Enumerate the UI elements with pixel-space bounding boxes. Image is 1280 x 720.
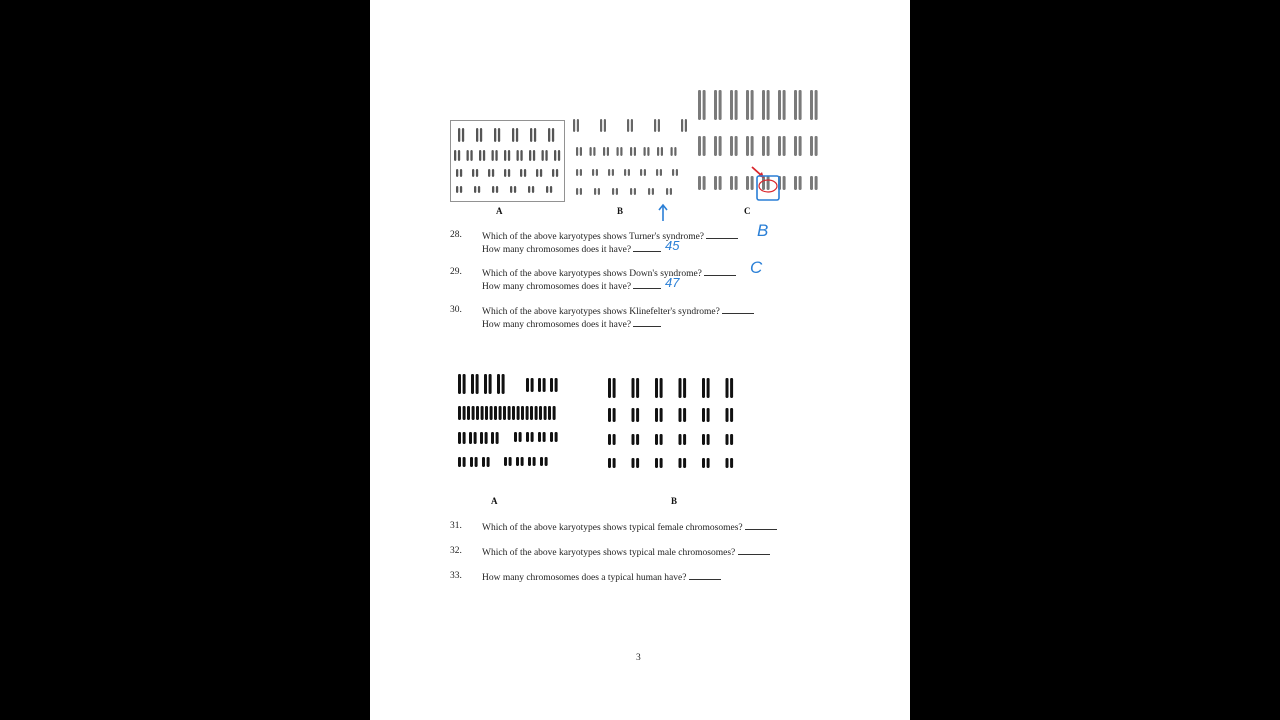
chromosome [698,136,701,156]
handwritten-answer: C [750,258,763,277]
chromosome [636,434,639,445]
chromosome [707,434,710,445]
chromosome [627,119,629,132]
chromosome [480,128,482,142]
handwritten-answer: 47 [665,275,680,290]
chromosome [458,128,460,142]
karyotype-b-bottom [606,376,746,481]
chromosome [598,188,600,195]
karyotype-a-bottom [456,372,562,480]
chromosome [516,457,519,466]
chromosome [536,169,538,177]
chromosome [469,432,472,444]
chromosome [726,434,729,445]
chromosome [491,432,494,444]
chromosome [702,458,705,468]
circle-annotation [750,165,800,205]
chromosome [634,147,636,156]
chromosome [534,128,536,142]
chromosome [474,432,477,444]
chromosome [550,432,553,442]
chromosome [543,432,546,442]
chromosome [524,169,526,177]
chromosome [613,458,616,468]
chromosome [558,150,560,161]
chromosome [648,188,650,195]
chromosome [460,169,462,177]
chromosome [483,150,485,161]
chromosome [679,378,682,398]
chromosome [596,169,598,176]
chromosome [612,169,614,176]
chromosome [592,169,594,176]
chromosome [576,147,578,156]
chromosome [714,136,717,156]
chromosome [679,458,682,468]
chromosome [476,374,479,394]
chromosome [463,406,466,420]
chromosome [613,408,616,422]
chromosome [504,169,506,177]
chromosome [552,169,554,177]
question-31: 31. Which of the above karyotypes shows typical female chromosomes? [450,520,870,534]
chromosome [512,406,515,420]
karyotype-b-bottom-label: B [671,496,678,506]
chromosome [504,457,507,466]
chromosome [479,150,481,161]
chromosome [520,150,522,161]
chromosome [730,90,733,120]
answer-blank[interactable] [633,317,661,327]
chromosome [555,378,558,392]
chromosome [528,457,531,466]
chromosome [463,374,466,394]
chromosome [520,169,522,177]
chromosome [544,406,547,420]
chromosome [454,150,456,161]
chromosome [512,128,514,142]
chromosome [631,119,633,132]
chromosome [810,176,813,190]
chromosome [726,408,729,422]
chromosome [660,378,663,398]
chromosome [671,147,673,156]
chromosome [636,408,639,422]
chromosome [510,186,512,193]
chromosome [532,186,534,193]
chromosome [730,458,733,468]
chromosome [640,169,642,176]
chromosome [674,147,676,156]
chromosome [492,169,494,177]
karyotype-b-label: B [617,206,624,216]
chromosome [485,406,488,420]
chromosome [504,150,506,161]
chromosome [538,378,541,392]
chromosome [580,188,582,195]
chromosome [815,90,818,120]
chromosome [620,147,622,156]
chromosome [730,378,733,398]
chromosome [604,119,606,132]
chromosome [783,90,786,120]
chromosome [484,374,487,394]
chromosome [556,169,558,177]
answer-blank[interactable] [738,545,770,555]
chromosome [698,90,701,120]
chromosome [543,378,546,392]
chromosome [735,176,738,190]
chromosome [514,432,517,442]
chromosome [508,406,511,420]
chromosome [660,408,663,422]
answer-blank[interactable] [633,242,661,252]
chromosome [799,136,802,156]
chromosome [762,136,765,156]
chromosome [658,119,660,132]
chromosome [480,432,483,444]
chromosome [463,457,466,467]
chromosome [552,128,554,142]
chromosome [529,150,531,161]
chromosome [521,406,524,420]
chromosome [632,434,635,445]
chromosome [730,434,733,445]
chromosome [636,458,639,468]
answer-blank[interactable] [722,304,754,314]
chromosome [654,119,656,132]
chromosome [460,186,462,193]
chromosome [735,90,738,120]
answer-blank[interactable] [633,279,661,289]
chromosome [487,457,490,467]
chromosome [490,406,493,420]
chromosome [548,406,551,420]
chromosome [508,150,510,161]
chromosome [573,119,575,132]
chromosome [644,169,646,176]
chromosome [751,136,754,156]
chromosome [593,147,595,156]
question-30: 30. Which of the above karyotypes shows Klinefelter's syndrome? How many chromosomes does it have? [450,304,870,334]
chromosome [726,458,729,468]
chromosome [703,90,706,120]
chromosome [746,176,749,190]
chromosome [470,150,472,161]
answer-blank[interactable] [706,229,738,239]
chromosome [613,434,616,445]
chromosome [815,176,818,190]
chromosome [553,406,556,420]
worksheet-page [370,0,910,720]
chromosome [661,147,663,156]
chromosome [683,408,686,422]
chromosome [702,408,705,422]
chromosome [603,147,605,156]
chromosome [550,186,552,193]
chromosome [508,169,510,177]
chromosome [472,406,475,420]
answer-blank[interactable] [689,570,721,580]
chromosome [608,434,611,445]
chromosome [476,406,479,420]
chromosome [546,186,548,193]
chromosome [608,408,611,422]
chromosome [530,128,532,142]
chromosome [467,150,469,161]
chromosome [517,150,519,161]
chromosome [698,176,701,190]
question-28: 28. Which of the above karyotypes shows Turner's syndrome? How many chromosomes does it have? [450,229,850,259]
chromosome [608,378,611,398]
chromosome [655,378,658,398]
chromosome [458,374,461,394]
chromosome [545,457,548,466]
answer-blank[interactable] [745,520,777,530]
chromosome [458,457,461,467]
chromosome [554,150,556,161]
chromosome [516,128,518,142]
chromosome [497,374,500,394]
chromosome [613,378,616,398]
chromosome [475,457,478,467]
chromosome [632,458,635,468]
chromosome [672,169,674,176]
chromosome [542,150,544,161]
chromosome [746,136,749,156]
chromosome [514,186,516,193]
chromosome [503,406,506,420]
chromosome [617,147,619,156]
chromosome [681,119,683,132]
chromosome [670,188,672,195]
chromosome [608,458,611,468]
chromosome [531,432,534,442]
chromosome [498,128,500,142]
karyotype-a-label: A [496,206,503,216]
chromosome [519,432,522,442]
chromosome [517,406,520,420]
chromosome [538,432,541,442]
chromosome [471,374,474,394]
chromosome [703,136,706,156]
chromosome [660,434,663,445]
chromosome [778,90,781,120]
chromosome [799,90,802,120]
chromosome [485,432,488,444]
chromosome [492,186,494,193]
chromosome [655,458,658,468]
chromosome [746,90,749,120]
chromosome [657,147,659,156]
karyotype-a-top [450,120,565,202]
chromosome [600,119,602,132]
chromosome [655,408,658,422]
chromosome [660,458,663,468]
chromosome [458,432,461,444]
arrow-up-annotation [656,203,670,223]
chromosome [632,378,635,398]
chromosome [616,188,618,195]
chromosome [456,186,458,193]
chromosome [794,90,797,120]
chromosome [488,169,490,177]
chromosome [476,128,478,142]
chromosome [607,147,609,156]
chromosome [509,457,512,466]
chromosome [702,378,705,398]
chromosome [550,378,553,392]
chromosome [685,119,687,132]
chromosome [548,128,550,142]
chromosome [495,150,497,161]
chromosome [679,408,682,422]
chromosome [683,434,686,445]
chromosome [470,457,473,467]
chromosome [608,169,610,176]
chromosome [526,378,529,392]
chromosome [660,169,662,176]
chromosome [719,176,722,190]
chromosome [458,406,461,420]
chromosome [683,458,686,468]
chromosome [539,406,542,420]
chromosome [726,378,729,398]
chromosome [644,147,646,156]
chromosome [494,128,496,142]
chromosome [767,136,770,156]
handwritten-answer: 45 [665,238,680,253]
karyotype-a-bottom-label: A [491,496,498,506]
chromosome [555,432,558,442]
handwritten-answer: B [757,221,769,240]
page-number: 3 [636,653,641,663]
chromosome [494,406,497,420]
chromosome [719,90,722,120]
chromosome [540,169,542,177]
chromosome [751,90,754,120]
chromosome [492,150,494,161]
chromosome [576,188,578,195]
chromosome [489,374,492,394]
chromosome [730,408,733,422]
chromosome [521,457,524,466]
chromosome [655,434,658,445]
answer-blank[interactable] [704,266,736,276]
chromosome [730,136,733,156]
chromosome [530,406,533,420]
chromosome [634,188,636,195]
chromosome [652,188,654,195]
chromosome [624,169,626,176]
chromosome [576,169,578,176]
chromosome [482,457,485,467]
chromosome [463,432,466,444]
chromosome [472,169,474,177]
chromosome [481,406,484,420]
chromosome [476,169,478,177]
chromosome [545,150,547,161]
chromosome [580,169,582,176]
chromosome [535,406,538,420]
chromosome [628,169,630,176]
chromosome [794,136,797,156]
chromosome [478,186,480,193]
chromosome [526,432,529,442]
chromosome [707,408,710,422]
chromosome [703,176,706,190]
chromosome [580,147,582,156]
chromosome [594,188,596,195]
chromosome [526,406,529,420]
chromosome [632,408,635,422]
chromosome [531,378,534,392]
chromosome [502,374,505,394]
question-32: 32. Which of the above karyotypes shows typical male chromosomes? [450,545,870,559]
chromosome [647,147,649,156]
chromosome [540,457,543,466]
chromosome [810,136,813,156]
chromosome [496,186,498,193]
chromosome [474,186,476,193]
chromosome [462,128,464,142]
chromosome [467,406,470,420]
chromosome [735,136,738,156]
chromosome [496,432,499,444]
chromosome [679,434,682,445]
karyotype-b-top [570,115,690,205]
chromosome [577,119,579,132]
chromosome [762,90,765,120]
chromosome [630,147,632,156]
chromosome [630,188,632,195]
chromosome [683,378,686,398]
chromosome [707,458,710,468]
chromosome [456,169,458,177]
chromosome [714,90,717,120]
chromosome [783,136,786,156]
karyotype-c-label: C [744,206,751,216]
question-29: 29. Which of the above karyotypes shows Down's syndrome? How many chromosomes does it have? [450,266,850,296]
chromosome [815,136,818,156]
chromosome [528,186,530,193]
chromosome [767,90,770,120]
chromosome [719,136,722,156]
chromosome [714,176,717,190]
chromosome [533,457,536,466]
chromosome [702,434,705,445]
question-33: 33. How many chromosomes does a typical human have? [450,570,870,584]
chromosome [676,169,678,176]
chromosome [590,147,592,156]
chromosome [656,169,658,176]
chromosome [778,136,781,156]
chromosome [666,188,668,195]
chromosome [533,150,535,161]
chromosome [458,150,460,161]
chromosome [707,378,710,398]
chromosome [810,90,813,120]
chromosome [636,378,639,398]
chromosome [730,176,733,190]
chromosome [499,406,502,420]
chromosome [612,188,614,195]
